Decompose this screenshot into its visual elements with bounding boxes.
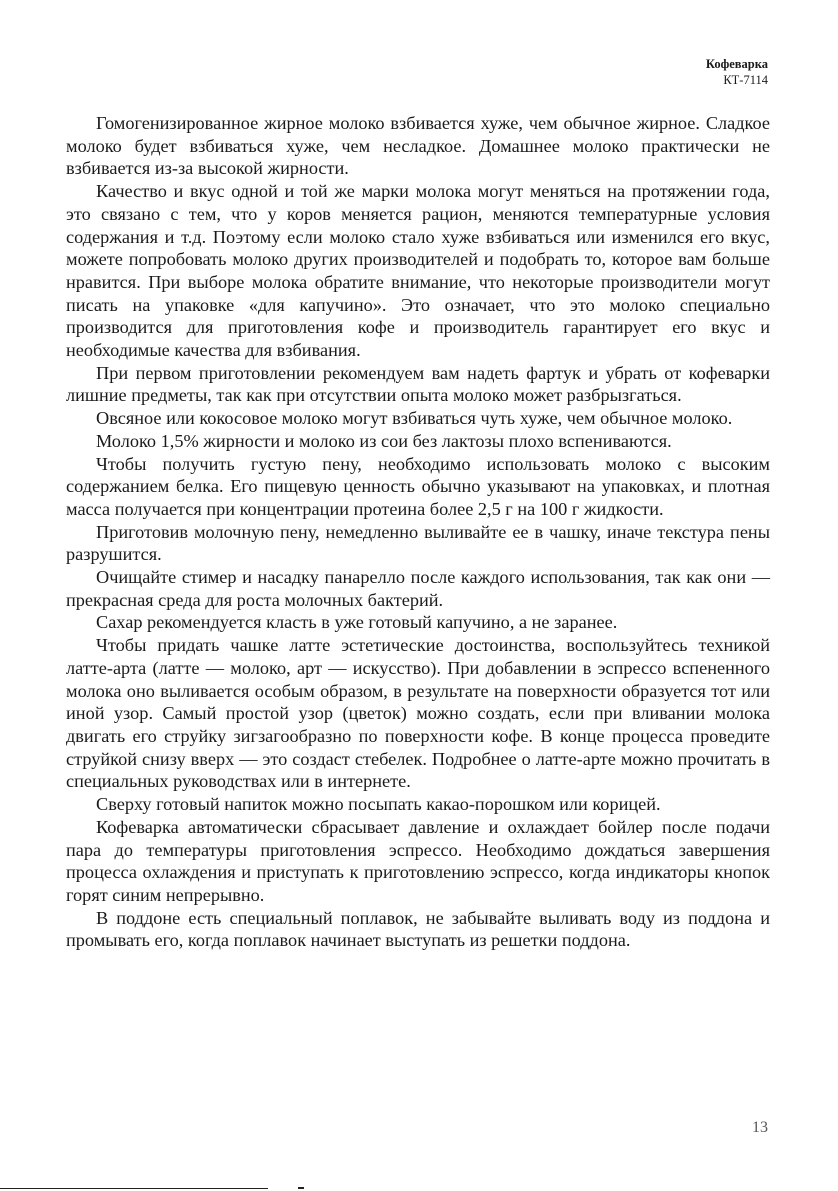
page-number: 13 xyxy=(752,1119,768,1136)
paragraph: Сахар рекомендуется класть в уже готовый капучино, а не заранее. xyxy=(96,612,618,633)
footer-mark xyxy=(298,1187,304,1189)
paragraph: Очищайте стимер и насадку панарелло после каждого использования, так как они — прекрасная среда для роста молочных бактерий. xyxy=(66,567,770,610)
paragraph: Кофеварка автоматически сбрасывает давление и охлаждает бойлер после подачи пара до температуры приготовления эспрессо. Необходимо дождаться завершения процесса охлаждения и приступать к приготовлению эспрессо, когда индикаторы кнопок горят синим непрерывно. xyxy=(66,816,770,905)
paragraph: Качество и вкус одной и той же марки молока могут меняться на протяжении года, это связано с тем, что у коров меняется рацион, меняются температурные условия содержания и т.д. Поэтому если молоко стало хуже взбиваться или изменился его вкус, можете попробовать молоко других производителей и подобрать то, которое вам больше нравится. При выборе молока обратите внимание, что некоторые производители могут писать на упаковке «для капучино». Это означает, что это молоко специально производится для приготовления кофе и производитель гарантирует его вкус и необходимые качества для взбивания. xyxy=(66,181,770,361)
paragraph: Чтобы придать чашке латте эстетические достоинства, воспользуйтесь техникой латте-арта (латте — молоко, арт — искусство). При добавлении в эспрессо вспененного молока оно выливается особым образом, в результате на поверхности образуется тот или иной узор. Самый простой узор (цветок) можно создать, если при вливании молока двигать его струйку зигзагообразно по поверхности кофе. В конце процесса проведите струйкой снизу вверх — это создаст стебелек. Подробнее о латте-арте можно прочитать в специальных руководствах или в интернете. xyxy=(66,635,770,792)
paragraph: Чтобы получить густую пену, необходимо использовать молоко с высоким содержанием белка. Его пищевую ценность обычно указывают на упаковках, и плотная масса получается при концентрации протеина более 2,5 г на 100 г жидкости. xyxy=(66,453,770,519)
page-header xyxy=(706,56,768,88)
paragraph: При первом приготовлении рекомендуем вам надеть фартук и убрать от кофеварки лишние предметы, так как при отсутствии опыта молоко может разбрызгаться. xyxy=(66,362,770,406)
paragraph: В поддоне есть специальный поплавок, не забывайте выливать воду из поддона и промывать его, когда поплавок начинает выступать из решетки поддона. xyxy=(66,907,770,951)
model-number: КТ-7114 xyxy=(723,73,768,87)
paragraph: Гомогенизированное жирное молоко взбивается хуже, чем обычное жирное. Сладкое молоко будет взбиваться хуже, чем несладкое. Домашнее молоко практически не взбивается из-за высокой жирности. xyxy=(66,113,770,179)
paragraph: Молоко 1,5% жирности и молоко из сои без лактозы плохо вспениваются. xyxy=(96,430,672,451)
product-name: Кофеварка xyxy=(705,57,768,71)
paragraph: Приготовив молочную пену, немедленно выливайте ее в чашку, иначе текстура пены разрушится. xyxy=(66,521,770,565)
footer-rule xyxy=(0,1188,268,1189)
paragraph: Сверху готовый напиток можно посыпать какао-порошком или корицей. xyxy=(96,794,661,815)
body-text xyxy=(66,112,770,952)
paragraph: Овсяное или кокосовое молоко могут взбиваться чуть хуже, чем обычное молоко. xyxy=(96,408,733,429)
